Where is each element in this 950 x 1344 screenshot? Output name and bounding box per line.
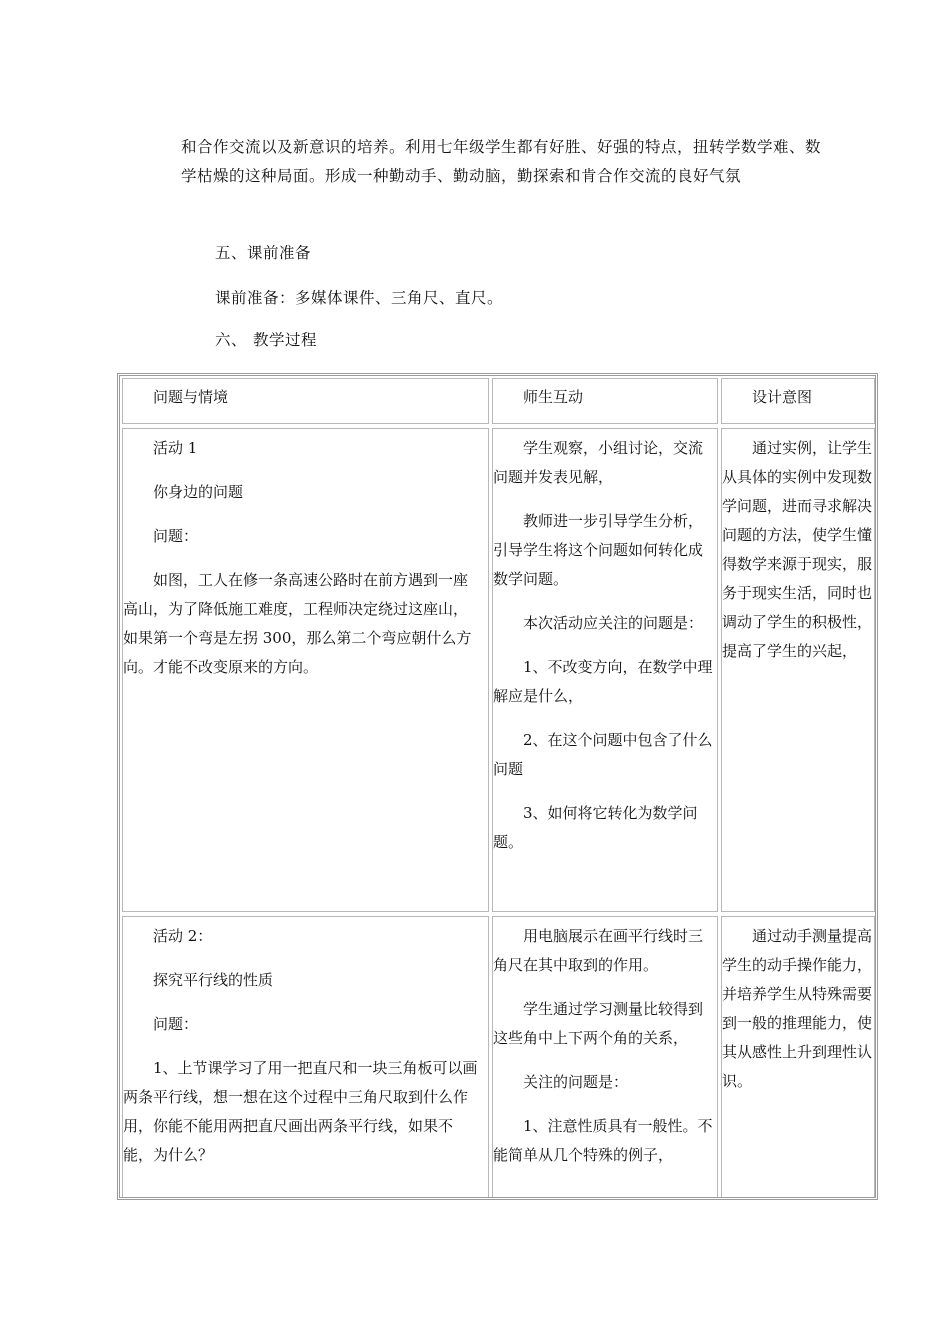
header-cell-intent	[721, 378, 875, 424]
row2-interaction-cell	[492, 916, 718, 1200]
row1-question-cell	[122, 428, 489, 912]
header-interaction-label: 师生互动	[523, 388, 584, 406]
row2-question-label: 问题：	[153, 1015, 199, 1033]
section-5-heading: 五、课前准备	[215, 244, 312, 262]
row2-interaction-text: 学生通过学习测量比较得到这些角中上下两个角的关系，	[493, 1000, 704, 1047]
row1-interaction-cell	[492, 428, 718, 912]
row1-activity-title: 活动 1	[153, 439, 198, 457]
row1-interaction-text: 2、在这个问题中包含了什么问题	[493, 731, 713, 778]
header-intent-label: 设计意图	[752, 388, 813, 406]
intro-paragraph: 和合作交流以及新意识的培养。利用七年级学生都有好胜、好强的特点，扭转学数学难、数学枯燥的这种局面。形成一种勤动手、勤动脑，勤探索和肯合作交流的良好气氛	[181, 138, 822, 185]
row1-interaction-text: 学生观察，小组讨论，交流问题并发表见解，	[493, 439, 704, 486]
row2-activity-title: 活动 2：	[153, 927, 213, 945]
row2-intent-text: 通过动手测量提高学生的动手操作能力，并培养学生从特殊需要到一般的推理能力，使其从感性上升到理性认识。	[722, 927, 873, 1090]
row2-question-text: 1、上节课学习了用一把直尺和一块三角板可以画两条平行线，想一想在这个过程中三角尺取到什么作用，你能不能用两把直尺画出两条平行线，如果不能，为什么？	[123, 1059, 478, 1164]
teaching-process-table	[117, 373, 878, 1200]
row1-interaction-text: 教师进一步引导学生分析，引导学生将这个问题如何转化成数学问题。	[493, 512, 704, 588]
header-cell-interaction	[492, 378, 718, 424]
row2-interaction-text: 关注的问题是：	[523, 1073, 629, 1091]
row1-intent-cell	[721, 428, 875, 912]
section-5-content: 课前准备：多媒体课件、三角尺、直尺。	[215, 289, 504, 307]
row1-activity-subtitle: 你身边的问题	[153, 483, 244, 501]
row1-interaction-text: 本次活动应关注的问题是：	[523, 614, 704, 632]
header-cell-question	[122, 378, 489, 424]
row1-question-text: 如图，工人在修一条高速公路时在前方遇到一座高山，为了降低施工难度，工程师决定绕过这座山，如果第一个弯是左拐 300，那么第二个弯应朝什么方向。才能不改变原来的方向。	[123, 571, 472, 676]
row1-interaction-text: 3、如何将它转化为数学问题。	[493, 804, 698, 851]
header-question-label: 问题与情境	[153, 388, 229, 406]
row2-question-cell	[122, 916, 489, 1200]
row1-interaction-text: 1、不改变方向，在数学中理解应是什么，	[493, 658, 713, 705]
section-6-title: 教学过程	[253, 331, 318, 349]
row2-intent-cell	[721, 916, 875, 1200]
row1-question-label: 问题：	[153, 527, 199, 545]
row1-intent-text: 通过实例，让学生从具体的实例中发现数学问题，进而寻求解决问题的方法，使学生懂得数学来源于现实，服务于现实生活，同时也调动了学生的积极性，提高了学生的兴起，	[722, 439, 873, 660]
section-6-number: 六、	[215, 331, 248, 349]
row2-interaction-text: 用电脑展示在画平行线时三角尺在其中取到的作用。	[493, 927, 704, 974]
row2-interaction-text: 1、注意性质具有一般性。不能简单从几个特殊的例子，	[493, 1117, 713, 1164]
row2-activity-subtitle: 探究平行线的性质	[153, 971, 274, 989]
section-6-heading	[215, 330, 317, 350]
